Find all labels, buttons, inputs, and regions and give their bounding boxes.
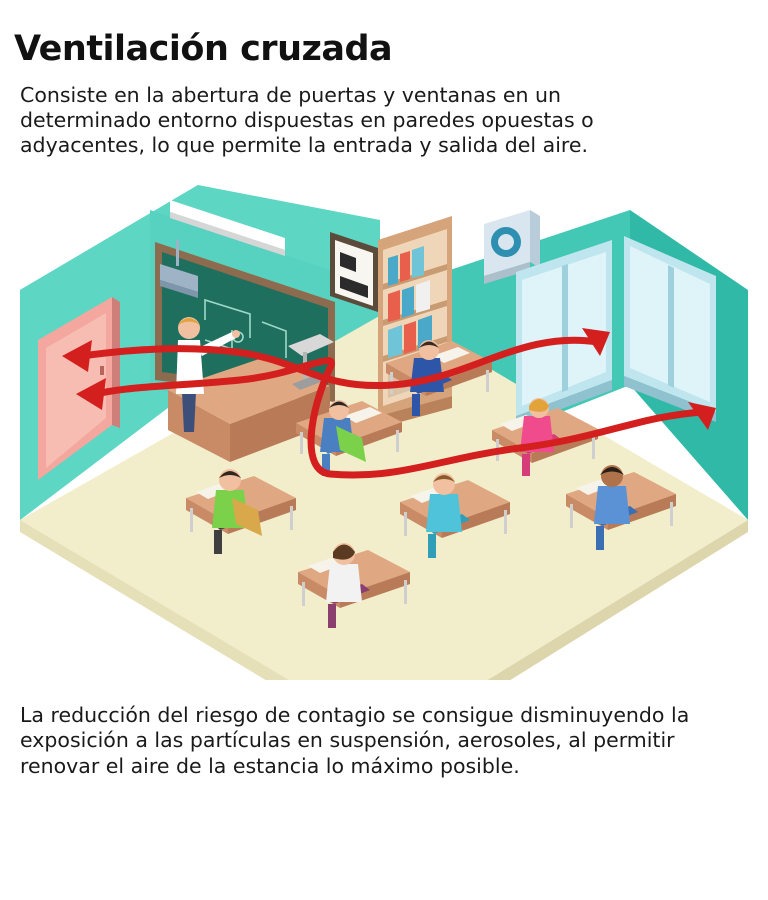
classroom-illustration [0,180,768,680]
outro-paragraph: La reducción del riesgo de contagio se consigue disminuyendo la exposición a las partículas en suspensión, aerosoles, al permitir renovar el aire de la estancia lo máximo posible. [20,702,690,778]
page-title: Ventilación cruzada [14,29,393,70]
intro-paragraph: Consiste en la abertura de puertas y ventanas en un determinado entorno dispuestas en paredes opuestas o adyacentes, lo que permite la entrada y salida del aire. [20,82,594,157]
